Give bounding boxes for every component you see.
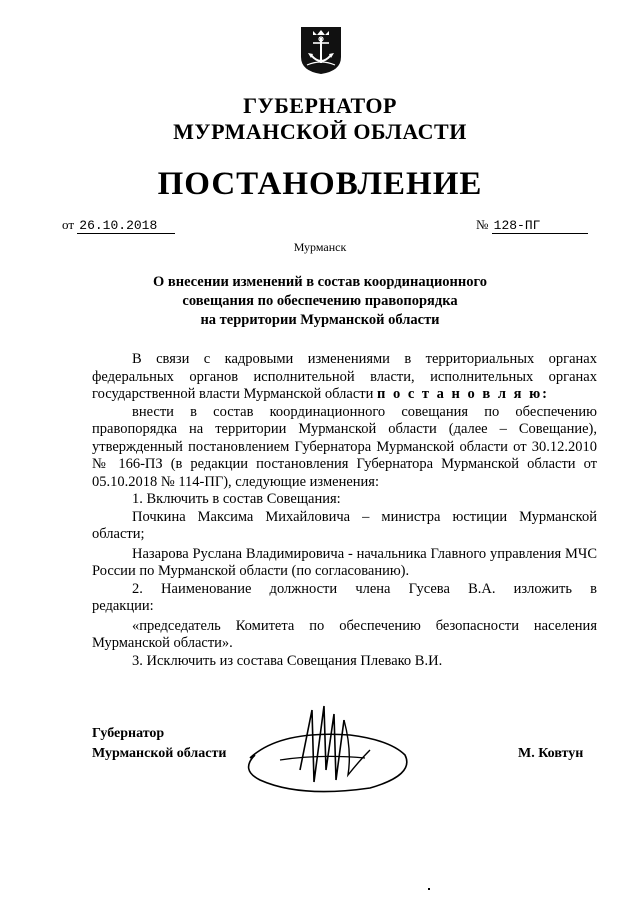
document-subject — [120, 273, 520, 330]
position-line: Мурманской области — [92, 746, 227, 761]
document-date: 26.10.2018 — [77, 219, 175, 234]
signatory-name: М. Ковтун — [518, 746, 584, 761]
handwritten-signature-icon — [240, 700, 490, 800]
paragraph: редакции: — [92, 598, 154, 614]
preamble-text: В связи с кадровыми изменениями в территориальных органах федеральных органов исполнительной власти, исполнительных органах государственной власти Мурманской области — [92, 351, 597, 402]
paragraph: Почкина Максима Михайловича – министра юстиции Мурманской области; — [92, 508, 597, 542]
paragraph: «председатель Комитета по обеспечению безопасности населения Мурманской области». — [92, 617, 597, 651]
date-prefix: от — [62, 217, 75, 232]
list-item: 1. Включить в состав Совещания: — [132, 491, 341, 507]
subject-line: на территории Мурманской области — [200, 312, 440, 328]
page-mark — [428, 888, 430, 890]
city-name: Мурманск — [293, 240, 347, 254]
signatory-position — [92, 724, 226, 764]
decree-word: п о с т а н о в л я ю: — [377, 386, 550, 402]
document-type-title: ПОСТАНОВЛЕНИЕ — [157, 166, 483, 202]
position-line: Губернатор — [92, 726, 165, 741]
region-title: МУРМАНСКОЙ ОБЛАСТИ — [173, 119, 467, 144]
date-block — [62, 218, 175, 234]
paragraph: внести в состав координационного совещания по обеспечению правопорядка на территории Мурманской области (далее – Совещание), утвержденный постановлением Губернатора Мурманской области от 30.12.2010 № 166-ПЗ (в редакции постановления Губернатора Мурманской области от 05.10.2018 № 114-ПГ), следующие изменения: — [92, 403, 597, 490]
preamble-paragraph — [92, 351, 597, 404]
subject-line: совещания по обеспечению правопорядка — [182, 293, 458, 309]
document-number: 128-ПГ — [492, 219, 588, 234]
coat-of-arms-icon — [299, 25, 343, 75]
subject-line: О внесении изменений в состав координационного — [152, 274, 487, 290]
governor-title: ГУБЕРНАТОР — [243, 93, 397, 118]
number-block — [476, 218, 588, 234]
paragraph: Назарова Руслана Владимировича - начальника Главного управления МЧС России по Мурманской области (по согласованию). — [92, 545, 597, 579]
document-body — [92, 351, 597, 670]
list-item: 2. Наименование должности члена Гусева В.А. изложить в — [132, 580, 597, 597]
list-item: 3. Исключить из состава Совещания Плевако В.И. — [132, 652, 443, 669]
number-prefix: № — [476, 217, 489, 232]
